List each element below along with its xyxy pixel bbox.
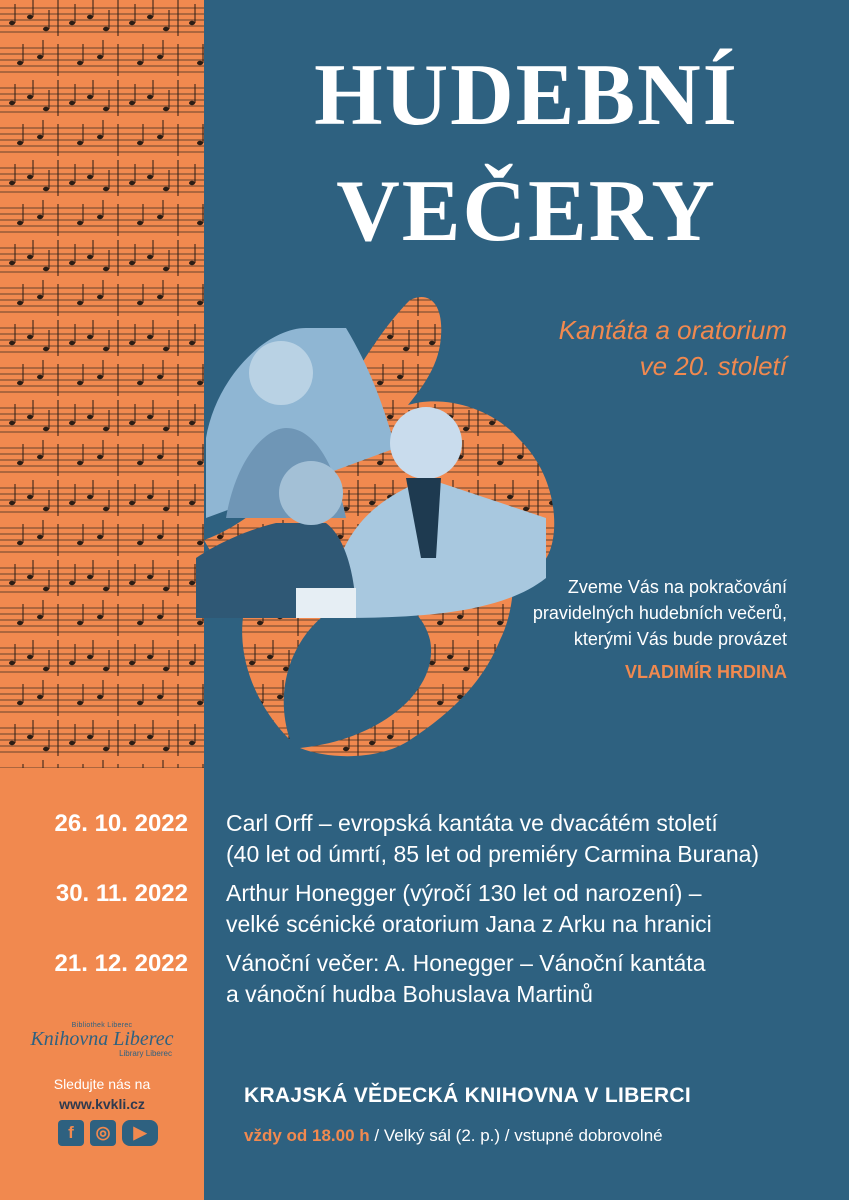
website-link[interactable]: www.kvkli.cz [59,1096,145,1112]
library-name: KRAJSKÁ VĚDECKÁ KNIHOVNA V LIBERCI [244,1084,691,1107]
event-description [226,948,826,1010]
subtitle [559,312,787,384]
event-details [244,1126,663,1146]
facebook-icon[interactable]: f [58,1120,84,1146]
event-time: vždy od 18.00 h [244,1126,370,1145]
event-date: 21. 12. 2022 [54,950,188,977]
logo-english-name: Library Liberec [119,1049,172,1058]
event-description [226,878,826,940]
event-line-1: Arthur Honegger (výročí 130 let od narození) – [226,880,702,906]
subtitle-line-1: Kantáta a oratorium [558,315,787,345]
invitation-text [533,574,787,652]
event-description [226,808,826,870]
logo-name: Knihovna Liberec [30,1028,174,1050]
invitation-line-2: pravidelných hudebních večerů, [532,603,787,623]
event-line-2: (40 let od úmrtí, 85 let od premiéry Carmina Burana) [226,841,760,867]
event-venue: / Velký sál (2. p.) / vstupné dobrovolné [369,1126,663,1145]
library-logo [10,1022,194,1058]
composers-photo [196,318,556,618]
social-icons [58,1120,158,1146]
event-line-1: Vánoční večer: A. Honegger – Vánoční kantáta [226,950,706,976]
follow-block [0,1074,204,1114]
title-line-1: HUDEBNÍ [314,47,739,144]
host-name: VLADIMÍR HRDINA [625,662,787,682]
logo-small-text: Bibliothek Liberec [71,1022,133,1029]
instagram-icon[interactable]: ◎ [90,1120,116,1146]
event-date: 26. 10. 2022 [54,810,188,837]
follow-text: Sledujte nás na [53,1076,151,1092]
event-line-1: Carl Orff – evropská kantáta ve dvacátém století [226,810,718,836]
event-line-2: a vánoční hudba Bohuslava Martinů [226,981,593,1007]
subtitle-line-2: ve 20. století [639,351,787,381]
event-date: 30. 11. 2022 [55,880,188,907]
youtube-icon[interactable]: ▶ [122,1120,158,1146]
event-line-2: velké scénické oratorium Jana z Arku na hranici [226,911,712,937]
invitation-line-3: kterými Vás bude provázet [573,629,787,649]
title-line-2: VEČERY [336,163,717,260]
invitation-line-1: Zveme Vás na pokračování [567,577,787,597]
